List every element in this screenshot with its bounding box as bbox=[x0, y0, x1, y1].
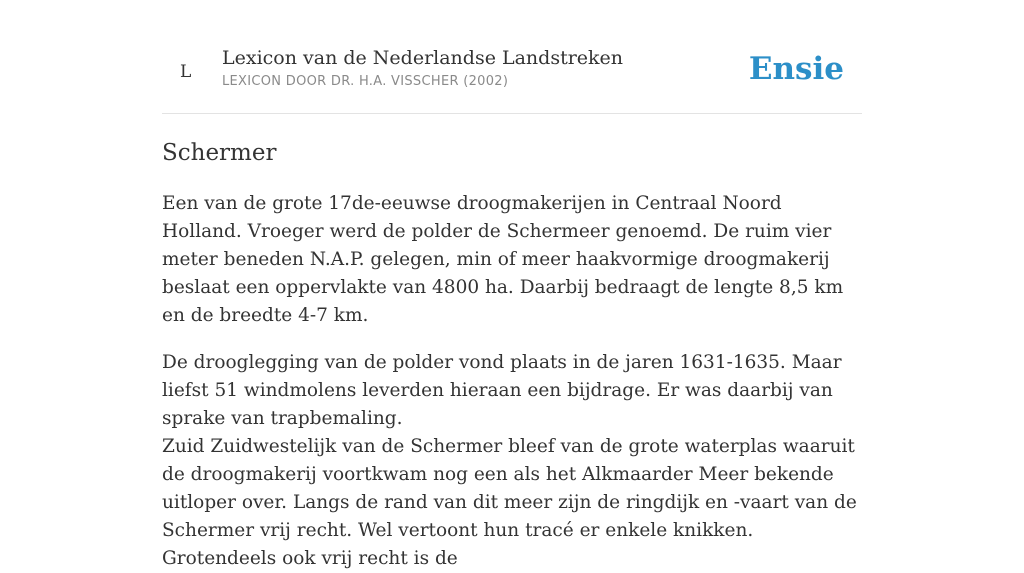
entry-paragraph: De drooglegging van de polder vond plaats in de jaren 1631-1635. Maar liefst 51 windmolens leverden hieraan een bijdrage. Er was daarbij van sprake van trapbemaling. bbox=[162, 352, 842, 429]
page-container bbox=[162, 0, 862, 573]
entry-title: Schermer bbox=[162, 140, 277, 166]
entry-body bbox=[162, 190, 862, 573]
source-subtitle: LEXICON DOOR DR. H.A. VISSCHER (2002) bbox=[222, 74, 509, 89]
source-title-link[interactable]: Lexicon van de Nederlandse Landstreken bbox=[222, 47, 624, 69]
source-logo-letter: L bbox=[180, 62, 192, 82]
entry-paragraph: Zuid Zuidwestelijk van de Schermer bleef van de grote waterplas waaruit de droogmakerij voortkwam nog een als het Alkmaarder Meer bekende uitloper over. Langs de rand van dit meer zijn de ringdijk en -vaart van de Schermer vrij recht. Wel vertoont hun tracé er enkele knikken. Grotendeels ook vrij recht is de bbox=[162, 436, 857, 569]
entry-paragraph: Een van de grote 17de-eeuwse droogmakerijen in Centraal Noord Holland. Vroeger werd de polder de Schermeer genoemd. De ruim vier meter beneden N.A.P. gelegen, min of meer haakvormige droogmakerij beslaat een oppervlakte van 4800 ha. Daarbij bedraagt de lengte 8,5 km en de breedte 4-7 km. bbox=[162, 193, 844, 326]
source-header bbox=[162, 0, 862, 114]
ensie-logo-link[interactable]: Ensie bbox=[748, 51, 844, 87]
